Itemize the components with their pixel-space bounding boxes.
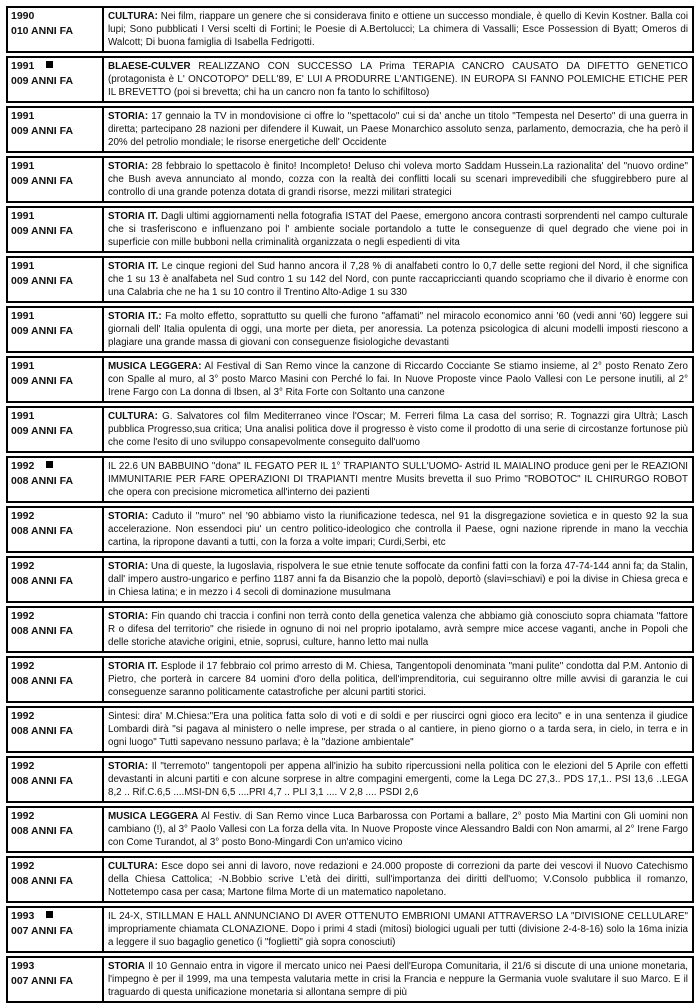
entry-year — [11, 410, 99, 423]
entry-year — [11, 460, 99, 473]
entry-text: 17 gennaio la TV in mondovisione ci offre lo "spettacolo" cui si da' anche un titolo "Tempesta nel Deserto" di una guerra in diretta; partecipano 28 nazioni per difendere il Kuwait, un Paese Monarchico assoluto senza, parlamento, democrazia, che ha però il 20% del petrolio mondiale; le risorse energetiche dell' Occidente — [108, 111, 688, 148]
entry-year-text: 1991 — [11, 110, 35, 122]
entry-years-ago: 008 ANNI FA — [11, 725, 74, 737]
timeline-entry — [6, 806, 694, 853]
entry-category-label: CULTURA: — [108, 11, 158, 22]
entry-category-label: STORIA IT. — [108, 211, 158, 222]
entry-date-cell — [8, 758, 104, 801]
entry-category-label: CULTURA: — [108, 861, 158, 872]
entry-description — [104, 258, 692, 301]
entry-year-text: 1992 — [11, 560, 35, 572]
entry-date-cell — [8, 458, 104, 501]
entry-years-ago: 007 ANNI FA — [11, 925, 74, 937]
entry-date-cell — [8, 108, 104, 151]
entry-category-label: STORIA: — [108, 111, 149, 122]
entry-text: Il 10 Gennaio entra in vigore il mercato unico nei Paesi dell'Europa Comunitaria, il 21/6 si discute di una unione monetaria, l'impegno è per il 1999, ma una tempesta valutaria mette in crisi la Francia e neppure la Germania vuole svalutare il suo Marco. E il traguardo di questa unificazione monetaria si allontana sempre di più — [108, 961, 688, 998]
entry-category-label: STORIA IT. — [108, 661, 158, 672]
entry-year-text: 1992 — [11, 610, 35, 622]
entry-description — [104, 158, 692, 201]
entry-years-ago: 009 ANNI FA — [11, 125, 74, 137]
entry-year-text: 1991 — [11, 210, 35, 222]
entry-year — [11, 360, 99, 373]
timeline-entry — [6, 406, 694, 453]
entry-date-cell — [8, 858, 104, 901]
entry-year — [11, 160, 99, 173]
entry-date-cell — [8, 508, 104, 551]
entry-date-cell — [8, 258, 104, 301]
entry-year — [11, 60, 99, 73]
entry-years-ago: 009 ANNI FA — [11, 325, 74, 337]
entry-description — [104, 558, 692, 601]
timeline-entry — [6, 656, 694, 703]
entry-years-ago: 009 ANNI FA — [11, 375, 74, 387]
entry-text: Nei film, riappare un genere che si considerava finito e ottiene un successo mondiale, è quello di Kevin Kostner. Balla coi lupi; Sono pubblicati I Versi scelti di Fortini; le Poesie di A.Bertolucci; La chimera di Vassalli; Esce Possession di Byatt; Omeros di Walcott; Di buona famiglia di Isabella Fedrigotti. — [108, 11, 688, 48]
entry-text: 28 febbraio lo spettacolo è finito! Incompleto! Deluso chi voleva morto Saddam Hussein.La razionalita' del "nuovo ordine" che Bush aveva annunciato al mondo, cozza con la realtà dei conflitti locali su scenari imprevedibili che sfuggirebbero pure al controllo di una grande potenza dotata di grandi risorse, mezzi militari strategici — [108, 161, 688, 198]
entry-date-cell — [8, 708, 104, 751]
entry-description — [104, 408, 692, 451]
entry-years-ago: 008 ANNI FA — [11, 525, 74, 537]
entry-year-text: 1992 — [11, 660, 35, 672]
entry-text: Al Festiv. di San Remo vince Luca Barbarossa con Portami a ballare, 2° posto Mia Martini con Gli uomini non cambiano (!), al 3° Paolo Vallesi con La forza della vita. In Nuove Proposte vince Alessandro Baldi con Non amarmi, al 2° Irene Fargo con Come Turandot, al 3° posto Bono-Mingardi Con un'amico vicino — [108, 811, 688, 848]
entry-text: Il "terremoto" tangentopoli per appena all'inizio ha subito ripercussioni nella politica con le elezioni del 5 Aprile con effetti devastanti in alcuni partiti e con alcune sorprese in altre compagini emergenti, come la Lega DC 27,3.. PDS 17,1.. PSI 13,6 ..LEGA 8,2 .. Rif.C.6,5 ....MSI-DN 6,5 ....PRI 4,7 .. PLI 3,1 .... V 2,8 .... PSDI 2,6 — [108, 761, 688, 798]
entry-date-cell — [8, 58, 104, 101]
entry-year — [11, 810, 99, 823]
entry-year-text: 1991 — [11, 60, 35, 72]
entry-description — [104, 958, 692, 1001]
entry-year — [11, 310, 99, 323]
entry-year-text: 1991 — [11, 160, 35, 172]
entry-year-text: 1991 — [11, 310, 35, 322]
entry-category-label: CULTURA: — [108, 411, 158, 422]
entry-years-ago: 008 ANNI FA — [11, 475, 74, 487]
timeline-entry — [6, 856, 694, 903]
entry-years-ago: 009 ANNI FA — [11, 75, 74, 87]
timeline-entry — [6, 906, 694, 953]
entry-description — [104, 908, 692, 951]
timeline-entry — [6, 606, 694, 653]
entry-date-cell — [8, 808, 104, 851]
timeline-entry — [6, 706, 694, 753]
entry-date-cell — [8, 408, 104, 451]
timeline-entry — [6, 306, 694, 353]
entry-category-label: STORIA: — [108, 611, 149, 622]
timeline-entry — [6, 156, 694, 203]
entry-text: Caduto il "muro" nel '90 abbiamo visto la riunificazione tedesca, nel 91 la disgregazione sovietica e in questo 92 la sua accelerazione. Non essendoci piu' un centro politico-ideologico che controlla il Paese, ogni nazione riprende in mano la vecchia cartina, la ripropone davanti a tutti, con la forza a volte impari; Curdi,Serbi, etc — [108, 511, 688, 548]
entry-text: IL 24-X, STILLMAN E HALL ANNUNCIANO DI AVER OTTENUTO EMBRIONI UMANI ATTRAVERSO LA "DIVISIONE CELLULARE" impropriamente chiamata CLONAZIONE. Dopo i primi 4 stadi (mitosi) biologici uguali per tutti (divisione 2-4-8-16) solo la 16ma inizia a leggere il suo bagaglio genetico (i "foglietti" già sopra conosciuti) — [108, 911, 688, 948]
entry-year — [11, 210, 99, 223]
entry-year — [11, 910, 99, 923]
entry-description — [104, 858, 692, 901]
entry-year-text: 1993 — [11, 960, 35, 972]
entry-year-text: 1992 — [11, 460, 35, 472]
entry-year-text: 1991 — [11, 410, 35, 422]
entry-year-text: 1992 — [11, 510, 35, 522]
entry-year-text: 1991 — [11, 260, 35, 272]
timeline-entry — [6, 56, 694, 103]
entry-date-cell — [8, 8, 104, 51]
timeline-entry — [6, 206, 694, 253]
timeline-entry — [6, 506, 694, 553]
entry-year — [11, 560, 99, 573]
entry-date-cell — [8, 658, 104, 701]
entry-years-ago: 007 ANNI FA — [11, 975, 74, 987]
entry-year-text: 1992 — [11, 710, 35, 722]
entry-category-label: BLAESE-CULVER — [108, 61, 191, 72]
entry-description — [104, 58, 692, 101]
entry-year-text: 1990 — [11, 10, 35, 22]
square-bullet-icon — [46, 61, 53, 68]
entry-year-text: 1991 — [11, 360, 35, 372]
entry-text: Esplode il 17 febbraio col primo arresto di M. Chiesa, Tangentopoli denominata "mani pulite" condotta dal P.M. Antonio di Pietro, che porterà in carcere 84 uomini d'oro della politica, dell'imprenditoria, cui seguiranno oltre mille avvisi di garanzia le cui conseguenze saranno politicamente catastrofiche per alcuni partiti storici. — [108, 661, 688, 698]
timeline-entry — [6, 356, 694, 403]
entry-year — [11, 510, 99, 523]
entry-text: Sintesi: dira' M.Chiesa:"Era una politica fatta solo di voti e di soldi e per riuscirci ogni gioco era lecito" e in una sentenza il giudice Lombardi dirà "si pagava al ministero o nelle imprese, per strada o al cantiere, in pieno giorno o a tarda sera, in cielo, in terra e in ogni luogo" Tutti sapevano nessuno parlava; è la "dazione ambientale" — [108, 711, 688, 748]
entry-category-label: STORIA: — [108, 561, 149, 572]
timeline-entry — [6, 6, 694, 53]
entry-text: Esce dopo sei anni di lavoro, nove redazioni e 24.000 proposte di correzioni da parte dei vescovi il Nuovo Catechismo della Chiesa Cattolica; -N.Bobbio scrive L'età dei diritti, sull'importanza dei diritti dell'uomo; V.Consolo pubblica il romanzo, Nottetempo casa per casa; Martone filma Morte di un matematico napoletano. — [108, 861, 688, 898]
entry-description — [104, 708, 692, 751]
entry-category-label: STORIA IT. — [108, 261, 159, 272]
entry-years-ago: 008 ANNI FA — [11, 575, 74, 587]
entry-category-label: STORIA: — [108, 511, 149, 522]
entry-description — [104, 458, 692, 501]
entry-text: REALIZZANO CON SUCCESSO LA Prima TERAPIA CANCRO CAUSATO DA DIFETTO GENETICO (protagonista è L' ONCOTOPO" DELL'89, E' LUI A PRODURRE L'ANTIGENE). IN EUROPA SI FANNO POLEMICHE ETICHE PER IL BREVETTO (poi si brevetta; chi ha un cancro non fa tanto lo schifiltoso) — [108, 61, 688, 98]
entry-years-ago: 009 ANNI FA — [11, 425, 74, 437]
entry-year — [11, 960, 99, 973]
entry-description — [104, 8, 692, 51]
entry-description — [104, 658, 692, 701]
timeline-entry — [6, 256, 694, 303]
entry-description — [104, 608, 692, 651]
entry-year — [11, 660, 99, 673]
entry-date-cell — [8, 958, 104, 1001]
entry-years-ago: 008 ANNI FA — [11, 675, 74, 687]
entry-description — [104, 358, 692, 401]
entry-description — [104, 808, 692, 851]
entry-category-label: STORIA — [108, 961, 145, 972]
entry-date-cell — [8, 908, 104, 951]
entry-text: Fa molto effetto, soprattutto su quelli che furono "affamati" nel miracolo economico anni '60 (vedi anni '60) leggere sui giornali dell' Italia opulenta di oggi, una morte per dieta, per anoressia. La potenza psicologica di alcuni modelli imposti riescono a plagiare una grande massa di giovani con conseguenze fisiologiche devastanti — [108, 311, 688, 348]
entry-year-text: 1992 — [11, 760, 35, 772]
entry-category-label: MUSICA LEGGERA: — [108, 361, 202, 372]
timeline-entry — [6, 456, 694, 503]
entry-description — [104, 758, 692, 801]
entry-text: Dagli ultimi aggiornamenti nella fotografia ISTAT del Paese, emergono ancora contrasti sorprendenti nel campo culturale che si trasferiscono e influenzano poi l' ambiente sociale portandolo a tutte le conseguenze di quel degrado che viene poi in superficie con mille bubboni nella criminalità organizzata o negli espedienti di vita — [108, 211, 688, 248]
entry-year-text: 1992 — [11, 860, 35, 872]
entry-years-ago: 008 ANNI FA — [11, 825, 74, 837]
entry-text: G. Salvatores col film Mediterraneo vince l'Oscar; M. Ferreri filma La casa del sorriso; R. Tognazzi gira Ultrà; Lasch pubblica Progresso,sua critica; Una analisi politica dove il progresso è visto come il prodotto di una serie di circostanze fortunose più che come l'esito di uno sviluppo consapevolmente conseguito dall'uomo — [108, 411, 688, 448]
entry-year — [11, 260, 99, 273]
entry-description — [104, 308, 692, 351]
entry-years-ago: 009 ANNI FA — [11, 275, 74, 287]
entry-year — [11, 710, 99, 723]
entry-date-cell — [8, 158, 104, 201]
entry-category-label: MUSICA LEGGERA — [108, 811, 199, 822]
entry-date-cell — [8, 308, 104, 351]
entry-text: Le cinque regioni del Sud hanno ancora il 7,28 % di analfabeti contro lo 0,7 delle sette regioni del Nord, il che significa che 1 su 13 è analfabeta nel Sud contro 1 su 142 del Nord, con punte raccapriccianti quando scopriamo che il divario è enorme con una Calabria che ne ha 1 su 10 contro il Trentino Alto-Adige 1 su 330 — [108, 261, 688, 298]
entry-text: Al Festival di San Remo vince la canzone di Riccardo Cocciante Se stiamo insieme, al 2° posto Renato Zero con Spalle al muro, al 3° posto Marco Masini con Perché lo fai. In Nuove Proposte vince Paolo Vallesi con Le persone inutili, al 2° Irene Fargo con La donna di Ibsen, al 3° Rita Forte con Soltanto una canzone — [108, 361, 688, 398]
entry-years-ago: 008 ANNI FA — [11, 775, 74, 787]
entry-description — [104, 208, 692, 251]
entry-year-text: 1993 — [11, 910, 35, 922]
square-bullet-icon — [46, 461, 53, 468]
square-bullet-icon — [46, 911, 53, 918]
entry-text: Una di queste, la Iugoslavia, rispolvera le sue etnie tenute soffocate da confini fatti con la forza 47-74-144 anni fa; da Stalin, dall' impero austro-ungarico e perfino 1187 anni fa da Bisanzio che la popolò, deportò (slavi=schiavi) e poi la divise in Chiesa greca e in Chiesa latina; e in mezzo i 4 secoli di dominazione musulmana — [108, 561, 688, 598]
entry-years-ago: 010 ANNI FA — [11, 25, 74, 37]
entry-date-cell — [8, 608, 104, 651]
entry-description — [104, 508, 692, 551]
entry-date-cell — [8, 208, 104, 251]
entry-text: IL 22.6 UN BABBUINO "dona" IL FEGATO PER IL 1° TRAPIANTO SULL'UOMO- Astrid IL MAIALINO produce geni per le REAZIONI IMMUNITARIE PER FARE OPERAZIONI DI TRAPIANTI mentre Musits brevetta il suo Primo "ROBOTOC" IL CHIRURGO ROBOT che opera con precisione micrometica all'interno dei pazienti — [108, 461, 688, 498]
entry-year — [11, 760, 99, 773]
entry-category-label: STORIA: — [108, 161, 149, 172]
entry-date-cell — [8, 558, 104, 601]
timeline-entry — [6, 756, 694, 803]
entry-category-label: STORIA IT.: — [108, 311, 162, 322]
entry-years-ago: 009 ANNI FA — [11, 225, 74, 237]
chronology-sheet — [6, 6, 694, 1006]
entry-date-cell — [8, 358, 104, 401]
entry-description — [104, 108, 692, 151]
timeline-entry — [6, 106, 694, 153]
entry-years-ago: 009 ANNI FA — [11, 175, 74, 187]
entry-year-text: 1992 — [11, 810, 35, 822]
entry-year — [11, 110, 99, 123]
entry-years-ago: 008 ANNI FA — [11, 625, 74, 637]
entry-year — [11, 860, 99, 873]
entry-year — [11, 610, 99, 623]
timeline-entry — [6, 556, 694, 603]
entry-year — [11, 10, 99, 23]
entry-years-ago: 008 ANNI FA — [11, 875, 74, 887]
entry-text: Fin quando chi traccia i confini non terrà conto della genetica valenza che abbiamo già conosciuto sopra chiamata "fattore R o difesa del territorio" che risiede in ognuno di noi nel proprio ipotalamo, avrà sempre mice accese vaganti, anche in Popoli che delle storiche ataviche origini, etnie, soprusi, culture, hanno letto mai nulla — [108, 611, 688, 648]
entry-category-label: STORIA: — [108, 761, 149, 772]
